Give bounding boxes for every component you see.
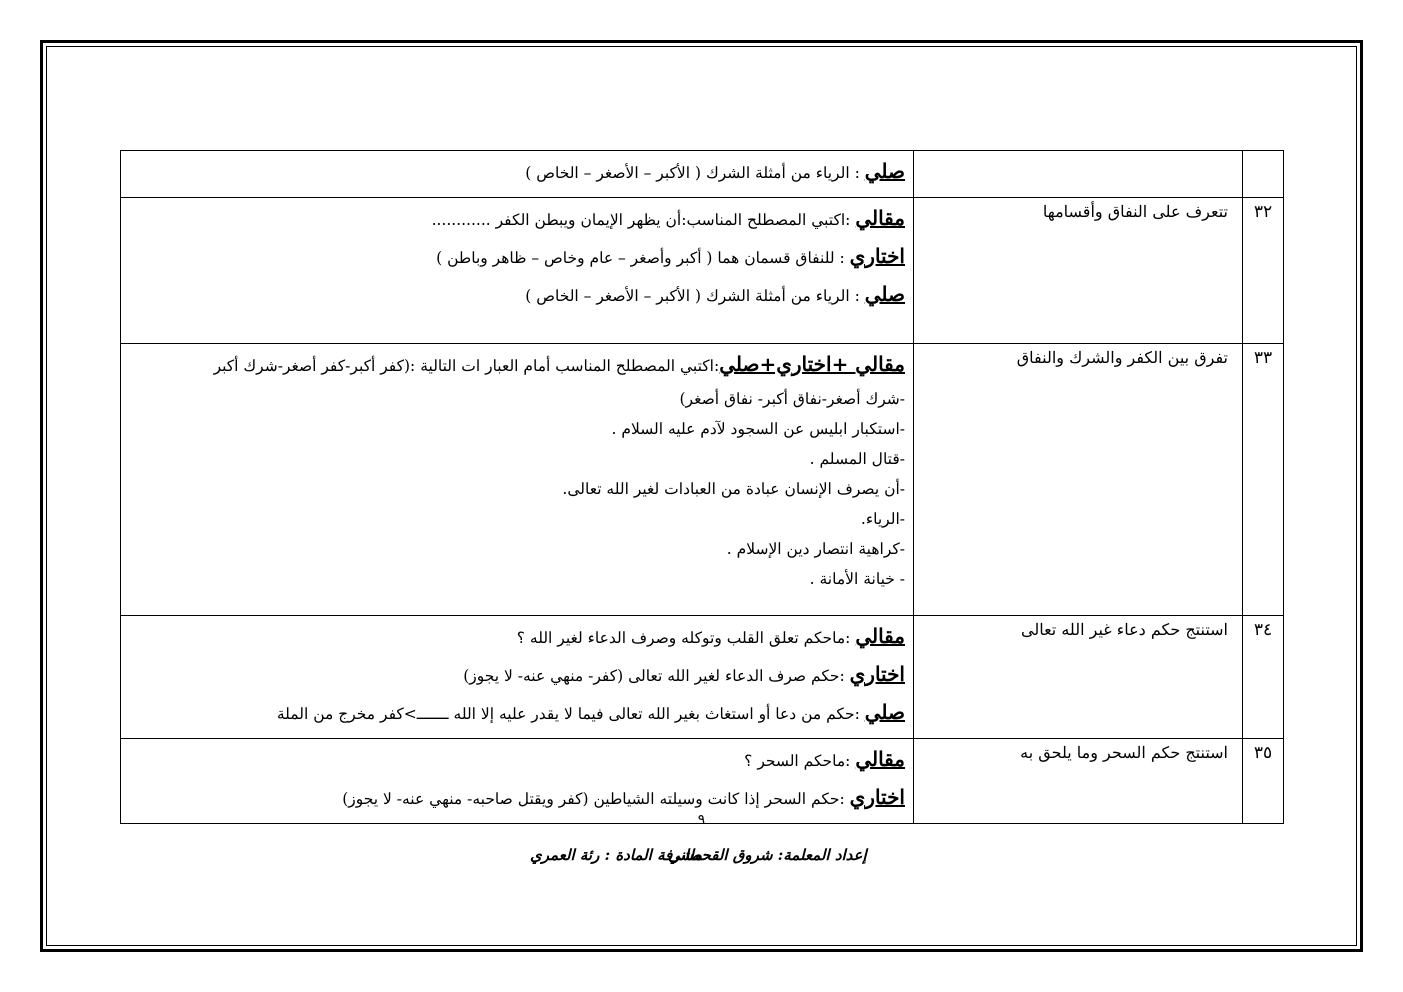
- question-text: :اكتبي المصطلح المناسب أمام العبار ات التالية :(كفر أكبر-كفر أصغر-شرك أكبر: [213, 357, 720, 375]
- question-line: -استكبار ابليس عن السجود لآدم عليه السلام .: [611, 420, 905, 438]
- lesson-table: [120, 150, 1284, 824]
- question-type: صلي: [864, 282, 905, 306]
- table-row: [121, 151, 1284, 198]
- row-number: ٣٤: [1243, 616, 1284, 739]
- objective-cell: تتعرف على النفاق وأقسامها: [914, 198, 1243, 344]
- question-line: -شرك أصغر-نفاق أكبر- نفاق أصغر): [679, 390, 905, 408]
- row-number: ٣٣: [1243, 344, 1284, 616]
- objective-cell: استنتج حكم دعاء غير الله تعالى: [914, 616, 1243, 739]
- row-number: ٣٥: [1243, 739, 1284, 824]
- question-type: مقالي: [855, 624, 905, 648]
- table-row: [121, 344, 1284, 616]
- assessment-cell: [121, 344, 914, 616]
- assessment-cell: [121, 151, 914, 198]
- question-line: [127, 153, 905, 191]
- assessment-cell: [121, 739, 914, 824]
- row-number: [1243, 151, 1284, 198]
- question-text: : الرياء من أمثلة الشرك ( الأكبر – الأصغر – الخاص ): [525, 164, 865, 182]
- question-type: مقالي +اختاري+صلي: [719, 352, 905, 376]
- table-row: [121, 739, 1284, 824]
- question-line: [127, 238, 905, 276]
- objective-cell: تفرق بين الكفر والشرك والنفاق: [914, 344, 1243, 616]
- question-line: [127, 741, 905, 779]
- question-text: :حكم السحر إذا كانت وسيلته الشياطين (كفر ويقتل صاحبه- منهي عنه- لا يجوز): [342, 790, 850, 808]
- table-row: [121, 616, 1284, 739]
- question-line: - خيانة الأمانة .: [809, 570, 905, 588]
- question-text: :ماحكم السحر ؟: [744, 752, 856, 770]
- question-type: صلي: [864, 700, 905, 724]
- question-text: : للنفاق قسمان هما ( أكبر وأصغر – عام وخاص – ظاهر وباطن ): [436, 249, 850, 267]
- question-line: -قتال المسلم .: [809, 450, 905, 468]
- assessment-cell: [121, 198, 914, 344]
- objective-cell: [914, 151, 1243, 198]
- question-line: [127, 346, 905, 384]
- question-type: صلي: [864, 159, 905, 183]
- question-type: اختاري: [849, 244, 905, 268]
- question-type: اختاري: [849, 662, 905, 686]
- question-line: [127, 618, 905, 656]
- question-line: -أن يصرف الإنسان عبادة من العبادات لغير الله تعالى.: [562, 480, 905, 498]
- question-text: :ماحكم تعلق القلب وتوكله وصرف الدعاء لغير الله ؟: [516, 629, 856, 647]
- question-line: [127, 694, 905, 732]
- question-line: [127, 200, 905, 238]
- objective-cell: استنتج حكم السحر وما يلحق به: [914, 739, 1243, 824]
- question-text: :حكم من دعا أو استغاث بغير الله تعالى فيما لا يقدر عليه إلا الله ـــــــ>كفر مخرج من الملة: [276, 705, 865, 723]
- question-line: [127, 656, 905, 694]
- question-line: -الرياء.: [860, 510, 905, 528]
- page-number: ٩: [697, 812, 706, 828]
- assessment-cell: [121, 616, 914, 739]
- question-text: :اكتبي المصطلح المناسب:أن يظهر الإيمان ويبطن الكفر ............: [431, 211, 856, 229]
- supervisor-signature: مشرفة المادة : رئة العمري: [530, 846, 702, 864]
- teacher-signature: إعداد المعلمة: شروق القحطاني: [668, 846, 867, 864]
- row-number: ٣٢: [1243, 198, 1284, 344]
- question-type: مقالي: [855, 747, 905, 771]
- question-type: مقالي: [855, 206, 905, 230]
- question-text: : الرياء من أمثلة الشرك ( الأكبر – الأصغر – الخاص ): [525, 287, 865, 305]
- question-text: :حكم صرف الدعاء لغير الله تعالى (كفر- منهي عنه- لا يجوز): [463, 667, 850, 685]
- question-type: اختاري: [849, 785, 905, 809]
- question-line: -كراهية انتصار دين الإسلام .: [726, 540, 905, 558]
- question-line: [127, 276, 905, 314]
- table-row: [121, 198, 1284, 344]
